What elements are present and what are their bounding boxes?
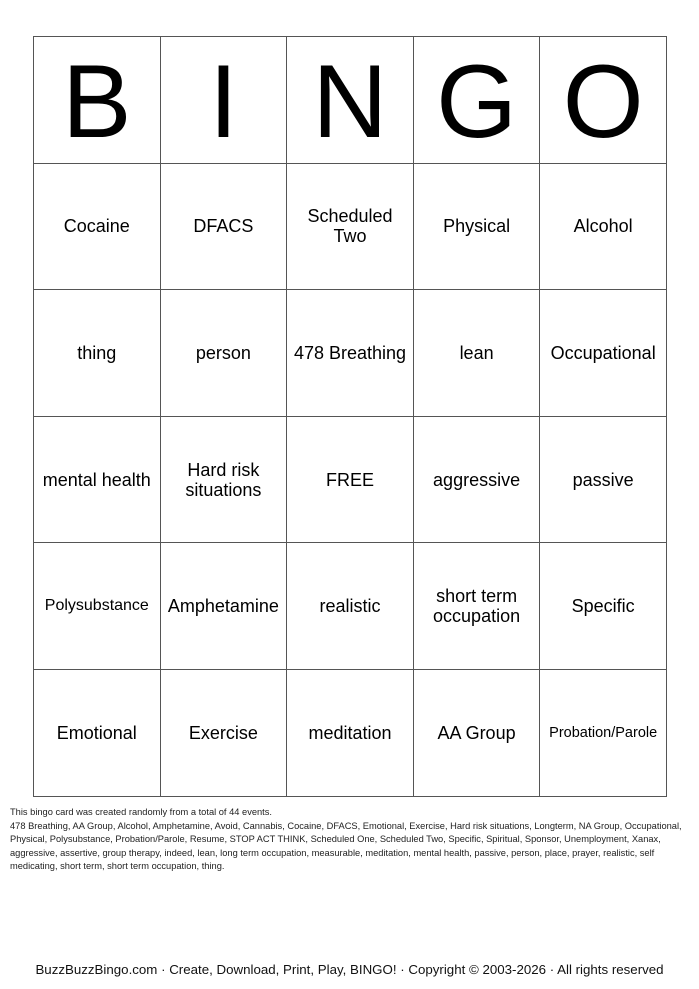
header-row	[34, 37, 667, 164]
info-summary: This bingo card was created randomly from a total of 44 events.	[10, 807, 272, 817]
card-cell: aggressive	[413, 416, 540, 543]
card-cell: person	[160, 290, 287, 417]
card-cell: Polysubstance	[34, 543, 161, 670]
footer-copyright: BuzzBuzzBingo.com · Create, Download, Print, Play, BINGO! · Copyright © 2003-2026 · All rights reserved	[35, 962, 664, 977]
card-cell: 478 Breathing	[287, 290, 414, 417]
card-cell: Probation/Parole	[540, 669, 667, 796]
card-cell: realistic	[287, 543, 414, 670]
bingo-card	[33, 36, 667, 797]
header-letter-b: B	[34, 37, 161, 164]
free-space-cell: FREE	[287, 416, 414, 543]
card-row	[34, 163, 667, 290]
card-cell: Emotional	[34, 669, 161, 796]
card-cell: Scheduled Two	[287, 163, 414, 290]
card-cell: Hard risk situations	[160, 416, 287, 543]
card-cell: Alcohol	[540, 163, 667, 290]
card-cell: DFACS	[160, 163, 287, 290]
card-cell: meditation	[287, 669, 414, 796]
card-row	[34, 543, 667, 670]
card-cell: passive	[540, 416, 667, 543]
card-row	[34, 416, 667, 543]
header-letter-g: G	[413, 37, 540, 164]
card-row	[34, 290, 667, 417]
info-event-list: 478 Breathing, AA Group, Alcohol, Amphetamine, Avoid, Cannabis, Cocaine, DFACS, Emotional, Exercise, Hard risk situations, Longterm, NA Group, Occupational, Physical, Polysubstance, Probation/Parole, Resume, STOP ACT THINK, Scheduled One, Scheduled Two, Specific, Spiritual, Sponsor, Unemployment, Xanax, aggressive, assertive, group therapy, indeed, lean, long term occupation, measurable, meditation, mental health, passive, person, place, prayer, realistic, self medicating, short term, short term occupation, thing.	[10, 820, 682, 871]
header-letter-o: O	[540, 37, 667, 164]
card-cell: Exercise	[160, 669, 287, 796]
card-cell: Cocaine	[34, 163, 161, 290]
header-letter-n: N	[287, 37, 414, 164]
header-letter-i: I	[160, 37, 287, 164]
card-cell: Specific	[540, 543, 667, 670]
card-row	[34, 669, 667, 796]
card-cell: thing	[34, 290, 161, 417]
card-cell: Occupational	[540, 290, 667, 417]
card-cell: short term occupation	[413, 543, 540, 670]
card-cell: Physical	[413, 163, 540, 290]
card-cell: Amphetamine	[160, 543, 287, 670]
card-cell: lean	[413, 290, 540, 417]
card-cell: AA Group	[413, 669, 540, 796]
card-cell: mental health	[34, 416, 161, 543]
card-info	[10, 806, 690, 874]
